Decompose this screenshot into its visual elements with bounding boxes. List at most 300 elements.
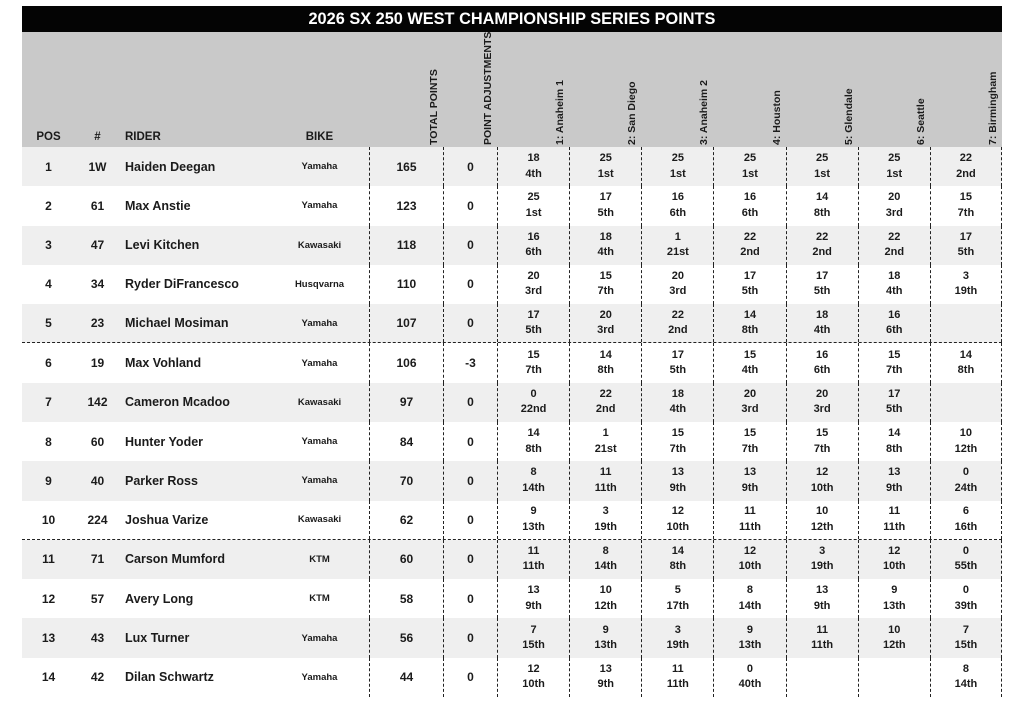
rider-name-cell: Haiden Deegan (125, 159, 216, 174)
number-cell: 43 (90, 631, 105, 646)
round-7-label: 7: Birmingham (987, 71, 999, 145)
point-adjustments-cell: 0 (443, 501, 497, 539)
round-6-result-cell (858, 540, 930, 579)
round-points: 1 (602, 427, 609, 440)
round-4-label: 4: Houston (770, 90, 783, 145)
number-cell: 57 (90, 591, 105, 606)
round-finish: 3rd (885, 206, 903, 219)
rider-name-cell: Levi Kitchen (125, 238, 200, 253)
round-points: 14 (527, 427, 540, 440)
total-points-cell: 60 (369, 540, 443, 579)
rider-name-cell: Ryder DiFrancesco (125, 277, 239, 292)
round-3-result-cell (641, 265, 713, 304)
round-finish: 22nd (520, 403, 547, 416)
table-row (22, 422, 1002, 461)
round-finish: 8th (813, 206, 831, 219)
round-6-result-cell (858, 422, 930, 461)
round-points: 25 (816, 152, 829, 165)
round-finish: 8th (741, 324, 759, 337)
round-1-result-cell (497, 579, 569, 618)
round-points: 10 (888, 623, 901, 636)
round-points: 13 (527, 584, 540, 597)
round-finish: 14th (522, 481, 545, 494)
col-header-round-2 (569, 32, 641, 147)
table-row (22, 265, 1002, 304)
round-3-result-cell (641, 147, 713, 186)
round-finish: 13th (738, 639, 762, 652)
round-points: 25 (527, 191, 540, 204)
round-points: 15 (743, 348, 757, 361)
point-adjustments-cell: 0 (443, 265, 497, 304)
round-7-result-cell (930, 383, 1002, 422)
round-points: 0 (530, 387, 537, 400)
round-points: 12 (527, 662, 540, 675)
round-6-result-cell (858, 579, 930, 618)
table-row (22, 579, 1002, 618)
round-points: 11 (527, 544, 540, 557)
round-finish: 7th (741, 442, 759, 455)
number-cell: 34 (90, 277, 105, 292)
pos-cell: 4 (45, 277, 52, 292)
round-points: 20 (816, 387, 829, 400)
round-finish: 14th (738, 599, 762, 612)
round-finish: 4th (525, 167, 542, 180)
round-2-result-cell (569, 618, 641, 657)
round-1-result-cell (497, 422, 569, 461)
round-finish: 12th (594, 599, 618, 612)
round-points: 9 (602, 623, 609, 636)
round-points: 25 (888, 152, 901, 165)
round-finish: 8th (597, 364, 614, 377)
col-header-round-5 (786, 32, 858, 147)
total-points-cell: 118 (369, 226, 443, 265)
round-7-result-cell (930, 501, 1002, 539)
round-4-result-cell (713, 540, 785, 579)
round-points: 22 (599, 387, 612, 400)
round-2-result-cell (569, 147, 641, 186)
round-finish: 39th (954, 599, 978, 612)
number-cell: 40 (90, 473, 105, 488)
round-points: 17 (743, 269, 757, 282)
round-6-result-cell (858, 501, 930, 539)
round-points: 18 (888, 269, 901, 282)
bike-cell: Yamaha (301, 161, 338, 173)
round-finish: 4th (741, 364, 759, 377)
bike-cell: Yamaha (301, 632, 338, 644)
round-7-result-cell (930, 540, 1002, 579)
round-finish: 7th (597, 285, 614, 298)
round-points: 8 (602, 544, 609, 557)
total-points-cell: 56 (369, 618, 443, 657)
round-finish: 3rd (525, 285, 543, 298)
round-7-result-cell (930, 265, 1002, 304)
round-points: 17 (671, 348, 684, 361)
round-finish: 24th (954, 481, 978, 494)
round-points: 14 (671, 544, 684, 557)
round-3-result-cell (641, 383, 713, 422)
bike-cell: Yamaha (301, 475, 338, 487)
round-finish: 5th (813, 285, 831, 298)
rider-name-cell: Carson Mumford (125, 552, 225, 567)
page-title: 2026 SX 250 WEST CHAMPIONSHIP SERIES POINTS (308, 9, 716, 28)
round-points: 20 (599, 308, 612, 321)
round-finish: 17th (666, 599, 690, 612)
round-finish: 6th (741, 206, 759, 219)
round-points: 13 (599, 662, 612, 675)
round-finish: 3rd (669, 285, 687, 298)
pos-cell: 7 (45, 395, 52, 410)
round-4-result-cell (713, 383, 785, 422)
round-points: 18 (816, 308, 829, 321)
round-points: 14 (959, 348, 973, 361)
pos-cell: 11 (42, 552, 55, 567)
round-points: 14 (816, 191, 829, 204)
round-1-result-cell (497, 343, 569, 382)
round-points: 20 (743, 387, 757, 400)
col-header-round-3 (641, 32, 713, 147)
round-finish: 9th (669, 481, 687, 494)
round-finish: 3rd (597, 324, 615, 337)
round-points: 14 (743, 308, 757, 321)
round-7-result-cell (930, 579, 1002, 618)
number-cell: 142 (87, 395, 108, 410)
round-points: 9 (746, 623, 754, 636)
round-2-label: 2: San Diego (626, 81, 639, 145)
round-finish: 11th (883, 520, 906, 533)
round-points: 0 (962, 584, 969, 597)
round-4-result-cell (713, 461, 785, 500)
round-2-result-cell (569, 186, 641, 225)
number-cell: 47 (90, 238, 105, 253)
round-points: 3 (962, 269, 969, 282)
number-cell: 224 (87, 512, 108, 527)
round-6-label: 6: Seattle (914, 98, 927, 145)
title-bar (22, 6, 1002, 32)
round-points: 22 (743, 230, 757, 243)
round-points: 8 (962, 662, 969, 675)
round-finish: 6th (669, 206, 687, 219)
pos-cell: 3 (45, 238, 52, 253)
round-points: 17 (816, 269, 829, 282)
point-adjustments-cell: 0 (443, 147, 497, 186)
round-points: 15 (599, 269, 612, 282)
point-adjustments-cell: 0 (443, 383, 497, 422)
col-header-round-6 (858, 32, 930, 147)
round-points: 14 (888, 427, 901, 440)
round-points: 0 (962, 466, 969, 479)
round-2-result-cell (569, 226, 641, 265)
round-points: 11 (599, 466, 612, 479)
round-6-result-cell (858, 461, 930, 500)
round-finish: 13th (882, 599, 906, 612)
rider-name-cell: Hunter Yoder (125, 434, 204, 449)
round-points: 13 (888, 466, 901, 479)
round-finish: 6th (886, 324, 903, 337)
round-2-result-cell (569, 579, 641, 618)
round-points: 13 (816, 584, 829, 597)
point-adjustments-label: POINT ADJUSTMENTS (482, 31, 494, 145)
round-finish: 10th (666, 520, 690, 533)
rider-name-cell: Michael Mosiman (125, 316, 229, 331)
round-finish: 3rd (813, 403, 831, 416)
total-points-cell: 70 (369, 461, 443, 500)
number-cell: 19 (90, 356, 105, 371)
round-1-result-cell (497, 186, 569, 225)
round-finish: 7th (813, 442, 831, 455)
round-points: 22 (959, 152, 973, 165)
round-finish: 5th (597, 206, 614, 219)
round-finish: 8th (886, 442, 903, 455)
round-finish: 13th (594, 639, 618, 652)
total-points-cell: 44 (369, 658, 443, 697)
table-body (22, 147, 1002, 697)
round-points: 13 (671, 466, 684, 479)
table-row (22, 186, 1002, 225)
round-2-result-cell (569, 343, 641, 382)
round-points: 16 (816, 348, 829, 361)
total-points-cell: 84 (369, 422, 443, 461)
round-finish: 55th (954, 560, 978, 573)
bike-cell: Yamaha (301, 200, 338, 212)
round-points: 6 (962, 505, 969, 518)
round-finish: 1st (525, 206, 542, 219)
total-points-cell: 62 (369, 501, 443, 539)
round-finish: 7th (886, 364, 903, 377)
round-finish: 7th (957, 206, 975, 219)
round-5-result-cell (786, 147, 858, 186)
round-finish: 6th (813, 364, 831, 377)
round-finish: 15th (522, 639, 545, 652)
col-header-rider: RIDER (125, 131, 161, 143)
round-1-result-cell (497, 304, 569, 342)
round-points: 0 (746, 662, 754, 675)
round-points: 12 (816, 466, 829, 479)
round-1-result-cell (497, 618, 569, 657)
round-points: 25 (743, 152, 757, 165)
round-points: 9 (891, 584, 898, 597)
round-points: 1 (674, 230, 681, 243)
round-6-result-cell (858, 265, 930, 304)
round-points: 12 (743, 544, 757, 557)
rider-name-cell: Max Vohland (125, 356, 202, 371)
round-points: 13 (743, 466, 757, 479)
round-2-result-cell (569, 658, 641, 697)
table-row (22, 461, 1002, 500)
round-finish: 1st (742, 167, 758, 180)
round-1-result-cell (497, 147, 569, 186)
round-4-result-cell (713, 226, 785, 265)
round-points: 22 (888, 230, 901, 243)
round-points: 16 (527, 230, 540, 243)
bike-cell: Kawasaki (297, 514, 342, 526)
round-finish: 4th (597, 246, 614, 259)
round-4-result-cell (713, 265, 785, 304)
round-points: 15 (527, 348, 540, 361)
round-finish: 7th (525, 364, 542, 377)
round-1-result-cell (497, 658, 569, 697)
round-finish: 2nd (595, 403, 616, 416)
round-finish: 19th (666, 639, 690, 652)
round-points: 15 (816, 427, 829, 440)
round-2-result-cell (569, 540, 641, 579)
round-4-result-cell (713, 304, 785, 342)
round-finish: 13th (522, 520, 545, 533)
round-finish: 3rd (741, 403, 759, 416)
round-finish: 40th (738, 678, 762, 691)
total-points-cell: 110 (369, 265, 443, 304)
pos-cell: 5 (45, 316, 52, 331)
round-points: 17 (599, 191, 612, 204)
round-4-result-cell (713, 343, 785, 382)
round-points: 11 (888, 505, 901, 518)
round-points: 20 (671, 269, 684, 282)
col-header-bike: BIKE (305, 131, 334, 143)
point-adjustments-cell: 0 (443, 540, 497, 579)
rider-name-cell: Dilan Schwartz (125, 670, 214, 685)
round-points: 18 (599, 230, 612, 243)
col-header-total-points (369, 32, 443, 147)
round-5-label: 5: Glendale (842, 88, 855, 145)
pos-cell: 8 (45, 434, 52, 449)
rider-name-cell: Avery Long (125, 591, 194, 606)
round-2-result-cell (569, 422, 641, 461)
total-points-cell: 165 (369, 147, 443, 186)
round-3-result-cell (641, 226, 713, 265)
round-finish: 6th (525, 246, 542, 259)
round-points: 22 (671, 308, 684, 321)
round-points: 11 (816, 623, 828, 636)
round-points: 22 (816, 230, 829, 243)
round-finish: 12th (810, 520, 834, 533)
round-finish: 4th (813, 324, 831, 337)
round-5-result-cell (786, 501, 858, 539)
total-points-cell: 123 (369, 186, 443, 225)
round-finish: 2nd (884, 246, 905, 259)
round-5-result-cell (786, 422, 858, 461)
round-points: 15 (743, 427, 757, 440)
round-points: 8 (746, 584, 754, 597)
round-3-result-cell (641, 501, 713, 539)
round-finish: 2nd (740, 246, 760, 259)
point-adjustments-cell: 0 (443, 658, 497, 697)
round-7-result-cell (930, 461, 1002, 500)
round-6-result-cell (858, 147, 930, 186)
round-points: 8 (530, 466, 537, 479)
round-3-result-cell (641, 422, 713, 461)
round-points: 11 (672, 662, 684, 675)
bike-cell: Yamaha (301, 357, 338, 369)
table-row (22, 501, 1002, 540)
round-points: 16 (888, 308, 901, 321)
number-cell: 60 (90, 434, 105, 449)
point-adjustments-cell: 0 (443, 226, 497, 265)
round-finish: 4th (669, 403, 687, 416)
round-finish: 11th (738, 520, 761, 533)
total-points-cell: 97 (369, 383, 443, 422)
round-4-result-cell (713, 422, 785, 461)
pos-cell: 10 (41, 512, 56, 527)
round-finish: 10th (882, 560, 906, 573)
round-1-result-cell (497, 540, 569, 579)
bike-cell: KTM (309, 593, 330, 605)
round-6-result-cell (858, 186, 930, 225)
round-2-result-cell (569, 304, 641, 342)
number-cell: 42 (90, 670, 105, 685)
round-finish: 10th (522, 678, 545, 691)
round-5-result-cell (786, 461, 858, 500)
point-adjustments-cell: 0 (443, 618, 497, 657)
round-1-result-cell (497, 383, 569, 422)
round-points: 10 (959, 427, 973, 440)
round-finish: 21st (666, 246, 689, 259)
round-6-result-cell (858, 383, 930, 422)
round-points: 0 (962, 544, 969, 557)
table-row (22, 226, 1002, 265)
round-finish: 9th (525, 599, 542, 612)
round-points: 9 (530, 505, 537, 518)
table-row (22, 147, 1002, 186)
number-cell: 61 (90, 198, 105, 213)
round-finish: 1st (814, 167, 831, 180)
round-3-result-cell (641, 658, 713, 697)
pos-cell: 1 (45, 159, 52, 174)
round-7-result-cell (930, 422, 1002, 461)
round-finish: 19th (810, 560, 834, 573)
round-points: 5 (674, 584, 681, 597)
round-finish: 21st (594, 442, 617, 455)
round-points: 11 (744, 505, 756, 518)
number-cell: 23 (90, 316, 105, 331)
round-finish: 2nd (812, 246, 832, 259)
round-7-result-cell (930, 304, 1002, 342)
round-5-result-cell (786, 265, 858, 304)
round-finish: 19th (954, 285, 978, 298)
round-points: 25 (599, 152, 612, 165)
pos-cell: 9 (45, 473, 52, 488)
round-finish: 1st (597, 167, 614, 180)
round-finish: 8th (957, 364, 975, 377)
point-adjustments-cell: 0 (443, 579, 497, 618)
round-1-result-cell (497, 501, 569, 539)
round-1-label: 1: Anaheim 1 (554, 80, 567, 145)
round-3-result-cell (641, 540, 713, 579)
bike-cell: Yamaha (301, 317, 338, 329)
round-finish: 8th (525, 442, 542, 455)
round-5-result-cell (786, 540, 858, 579)
rider-name-cell: Joshua Varize (125, 512, 209, 527)
round-4-result-cell (713, 658, 785, 697)
total-points-cell: 107 (369, 304, 443, 342)
col-header-pos: POS (36, 131, 61, 143)
round-finish: 14th (954, 678, 978, 691)
round-points: 3 (819, 544, 826, 557)
round-points: 20 (527, 269, 540, 282)
round-points: 10 (599, 584, 612, 597)
round-4-result-cell (713, 618, 785, 657)
round-points: 7 (530, 623, 537, 636)
round-5-result-cell (786, 579, 858, 618)
round-points: 10 (816, 505, 829, 518)
round-finish: 1st (669, 167, 686, 180)
round-7-result-cell (930, 343, 1002, 382)
round-finish: 19th (594, 520, 618, 533)
round-points: 18 (527, 152, 540, 165)
col-header-round-1 (497, 32, 569, 147)
round-5-result-cell (786, 658, 858, 697)
round-points: 15 (671, 427, 684, 440)
round-6-result-cell (858, 343, 930, 382)
round-finish: 1st (886, 167, 903, 180)
